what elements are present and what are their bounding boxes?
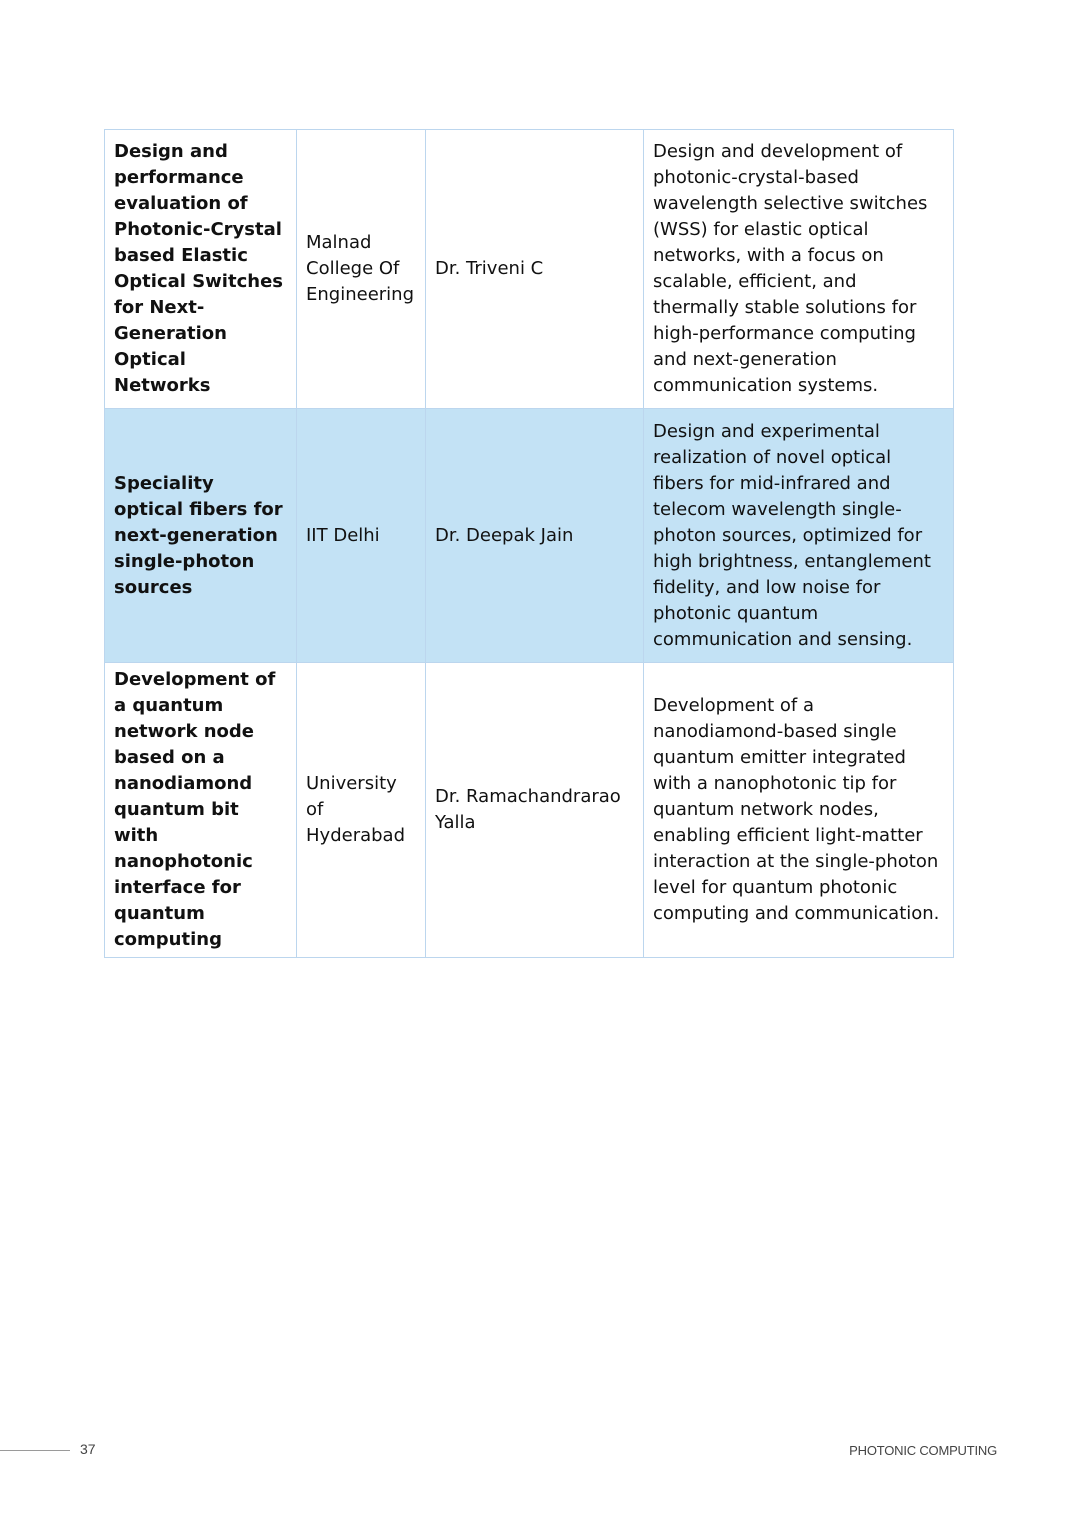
table-row bbox=[105, 409, 954, 663]
running-title: PHOTONIC COMPUTING bbox=[849, 1443, 997, 1458]
footer-divider bbox=[0, 1450, 70, 1451]
project-title-cell: Speciality optical fibers for next-generation single-photon sources bbox=[105, 409, 297, 663]
projects-table bbox=[104, 129, 954, 958]
description-cell: Design and development of photonic-crystal-based wavelength selective switches (WSS) for elastic optical networks, with a focus on scalable, efficient, and thermally stable solutions for high-performance computing and next-generation communication systems. bbox=[644, 130, 954, 409]
investigator-cell: Dr. Deepak Jain bbox=[426, 409, 644, 663]
institution-cell: IIT Delhi bbox=[297, 409, 426, 663]
table-row bbox=[105, 663, 954, 958]
description-cell: Development of a nanodiamond-based single quantum emitter integrated with a nanophotonic tip for quantum network nodes, enabling efficient light-matter interaction at the single-photon level for quantum photonic computing and communication. bbox=[644, 663, 954, 958]
investigator-cell: Dr. Ramachandrarao Yalla bbox=[426, 663, 644, 958]
institution-cell: Malnad College Of Engineering bbox=[297, 130, 426, 409]
project-title-cell: Development of a quantum network node based on a nanodiamond quantum bit with nanophotonic interface for quantum computing bbox=[105, 663, 297, 958]
investigator-cell: Dr. Triveni C bbox=[426, 130, 644, 409]
institution-cell: University of Hyderabad bbox=[297, 663, 426, 958]
page-number: 37 bbox=[80, 1441, 96, 1457]
project-title-cell: Design and performance evaluation of Photonic-Crystal based Elastic Optical Switches for Next-Generation Optical Networks bbox=[105, 130, 297, 409]
table-row bbox=[105, 130, 954, 409]
description-cell: Design and experimental realization of novel optical fibers for mid-infrared and telecom wavelength single-photon sources, optimized for high brightness, entanglement fidelity, and low noise for photonic quantum communication and sensing. bbox=[644, 409, 954, 663]
